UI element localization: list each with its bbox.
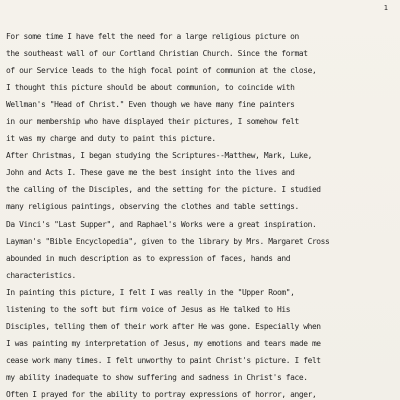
- text-line: characteristics.: [6, 270, 76, 280]
- text-line: many religious paintings, observing the clothes and table settings.: [6, 202, 299, 212]
- text-line: abounded in much description as to expression of faces, hands and: [6, 253, 291, 263]
- text-line: In painting this picture, I felt I was really in the "Upper Room",: [6, 287, 295, 297]
- text-line: John and Acts I. These gave me the best insight into the lives and: [6, 168, 295, 178]
- text-line: cease work many times. I felt unworthy to paint Christ's picture. I felt: [6, 355, 321, 365]
- text-line: Layman's "Bible Encyclopedia", given to the library by Mrs. Margaret Cross: [6, 236, 330, 246]
- text-line: Wellman's "Head of Christ." Even though we have many fine painters: [6, 100, 295, 110]
- text-line: my ability inadequate to show suffering and sadness in Christ's face.: [6, 372, 308, 382]
- text-line: I thought this picture should be about communion, to coincide with: [6, 83, 295, 93]
- text-line: of our Service leads to the high focal point of communion at the close,: [6, 66, 317, 76]
- text-line: it was my charge and duty to paint this picture.: [6, 134, 216, 144]
- text-line: in our membership who have displayed their pictures, I somehow felt: [6, 117, 299, 127]
- body-text: [6, 28, 398, 400]
- text-line: the southeast wall of our Cortland Christian Church. Since the format: [6, 49, 308, 59]
- text-line: After Christmas, I began studying the Scriptures--Matthew, Mark, Luke,: [6, 151, 312, 161]
- text-line: Disciples, telling them of their work after He was gone. Especially when: [6, 321, 321, 331]
- text-line: the calling of the Disciples, and the setting for the picture. I studied: [6, 185, 321, 195]
- text-line: Da Vinci's "Last Supper", and Raphael's Works were a great inspiration.: [6, 219, 317, 229]
- text-line: I was painting my interpretation of Jesus, my emotions and tears made me: [6, 338, 321, 348]
- text-line: listening to the soft but firm voice of Jesus as He talked to His: [6, 304, 291, 314]
- page-number: 1: [383, 4, 388, 12]
- text-line: For some time I have felt the need for a large religious picture on: [6, 32, 299, 41]
- text-line: Often I prayed for the ability to portray expressions of horror, anger,: [6, 389, 317, 399]
